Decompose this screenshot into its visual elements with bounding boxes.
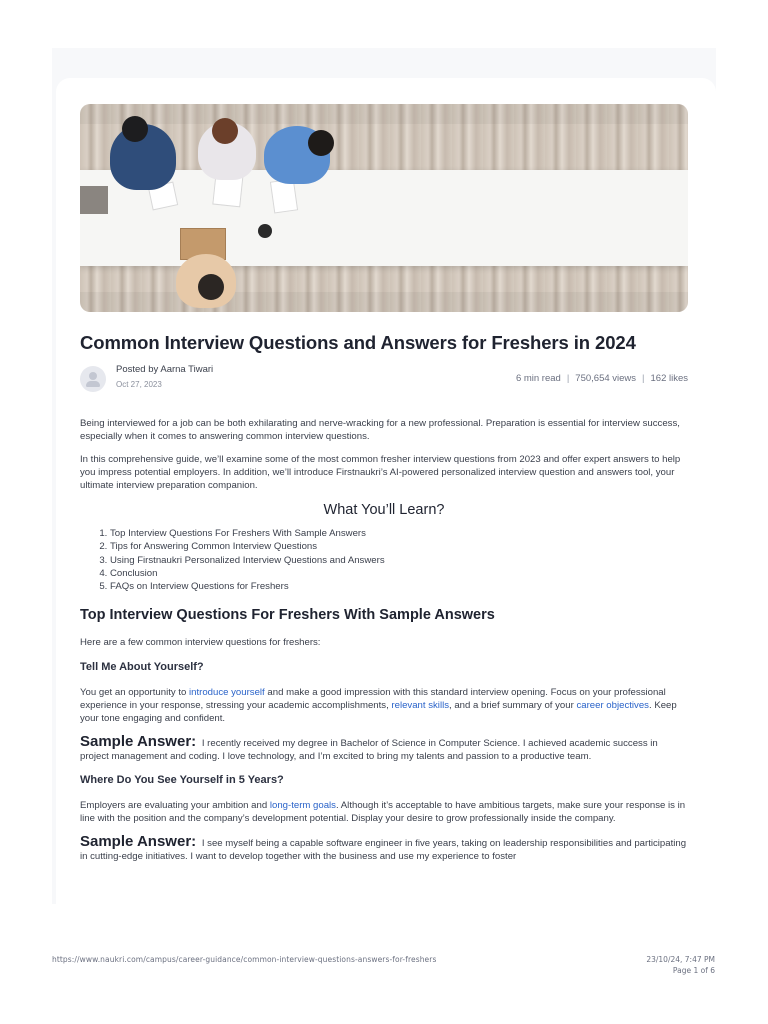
toc-item[interactable]: 1. Top Interview Questions For Freshers With Sample Answers: [110, 527, 688, 540]
article-stats: [516, 373, 688, 384]
sample-answer-1: [80, 735, 688, 763]
guide-paragraph: In this comprehensive guide, we’ll examine some of the most common fresher interview questions from 2023 and offer expert answers to help you impress potential employers. In addition, we’ll introduce Firstnaukri’s AI-powered personalized interview question and answers tool, your ultimate interview preparation companion.: [80, 454, 681, 491]
section-heading: Top Interview Questions For Freshers With Sample Answers: [80, 607, 495, 624]
stats-separator: |: [566, 373, 570, 384]
question-heading-1: Tell Me About Yourself?: [80, 661, 204, 674]
sample-answer-label: Sample Answer:: [80, 733, 197, 751]
hero-image: [80, 104, 688, 312]
toc-item[interactable]: 5. FAQs on Interview Questions for Freshers: [110, 580, 688, 593]
page-number: Page 1 of 6: [672, 966, 715, 975]
view-count: 750,654 views: [575, 373, 637, 384]
section-intro: Here are a few common interview questions for freshers:: [80, 637, 321, 649]
text-segment: . Keep your tone engaging and confident.: [80, 700, 677, 725]
article-content: [80, 104, 688, 863]
toc-item[interactable]: 2. Tips for Answering Common Interview Questions: [110, 540, 688, 553]
intro-paragraph: Being interviewed for a job can be both exhilarating and nerve-wracking for a new professional. Preparation is essential for interview success, especially when it comes to answering common interview questions.: [80, 418, 680, 442]
link-relevant-skills[interactable]: relevant skills: [391, 700, 450, 712]
laptop: [80, 186, 108, 214]
text-segment: , and a brief summary of your: [449, 700, 577, 712]
question-2-explanation: [80, 799, 688, 825]
page-url: https://www.naukri.com/campus/career-guidance/common-interview-questions-answers-for-freshers: [52, 955, 437, 964]
floor-shade: [80, 104, 688, 124]
floor-shade: [80, 292, 688, 312]
read-time: 6 min read: [515, 373, 561, 384]
link-introduce-yourself[interactable]: introduce yourself: [189, 687, 265, 699]
link-career-objectives[interactable]: career objectives: [576, 700, 649, 712]
article-card: [56, 78, 716, 904]
toc-item[interactable]: 4. Conclusion: [110, 567, 688, 580]
like-count: 162 likes: [650, 373, 688, 384]
sample-answer-2: [80, 835, 688, 863]
text-segment: . Although it’s acceptable to have ambitious targets, make sure your response is in line with the position and the company’s development potential. Display your desire to grow professionally inside the company.: [80, 800, 686, 825]
toc-heading: What You’ll Learn?: [323, 502, 445, 518]
text-segment: You get an opportunity to: [80, 687, 189, 699]
phone-device: [258, 224, 272, 238]
sample-answer-text: I see myself being a capable software engineer in five years, taking on leadership responsibilities and participating in cutting-edge initiatives. I want to develop together with the business and use my experience to foster: [80, 838, 687, 863]
sample-answer-text: I recently received my degree in Bachelor of Science in Computer Science. I achieved academic success in project management and coding. I love technology, and I’m excited to bring my talents and passion to a productive team.: [80, 738, 658, 763]
link-long-term-goals[interactable]: long-term goals: [269, 800, 336, 812]
question-heading-2: Where Do You See Yourself in 5 Years?: [80, 774, 284, 787]
post-date: Oct 27, 2023: [116, 380, 162, 389]
author-avatar-icon[interactable]: [80, 366, 106, 392]
article-title: Common Interview Questions and Answers for Freshers in 2024: [80, 332, 636, 353]
question-1-explanation: [80, 686, 688, 725]
print-datetime: 23/10/24, 7:47 PM: [646, 955, 715, 964]
article-meta: [80, 364, 688, 396]
toc-item[interactable]: 3. Using Firstnaukri Personalized Interview Questions and Answers: [110, 554, 688, 567]
author-name[interactable]: Posted by Aarna Tiwari: [116, 364, 214, 375]
text-segment: Employers are evaluating your ambition and: [80, 800, 270, 812]
text-segment: and make a good impression with this standard interview opening. Focus on your professional experience in your response, stressing your academic accomplishments,: [80, 687, 666, 712]
sample-answer-label: Sample Answer:: [80, 833, 197, 851]
table-of-contents: [80, 527, 688, 593]
print-footer: [646, 954, 715, 976]
stats-separator: |: [642, 373, 645, 384]
